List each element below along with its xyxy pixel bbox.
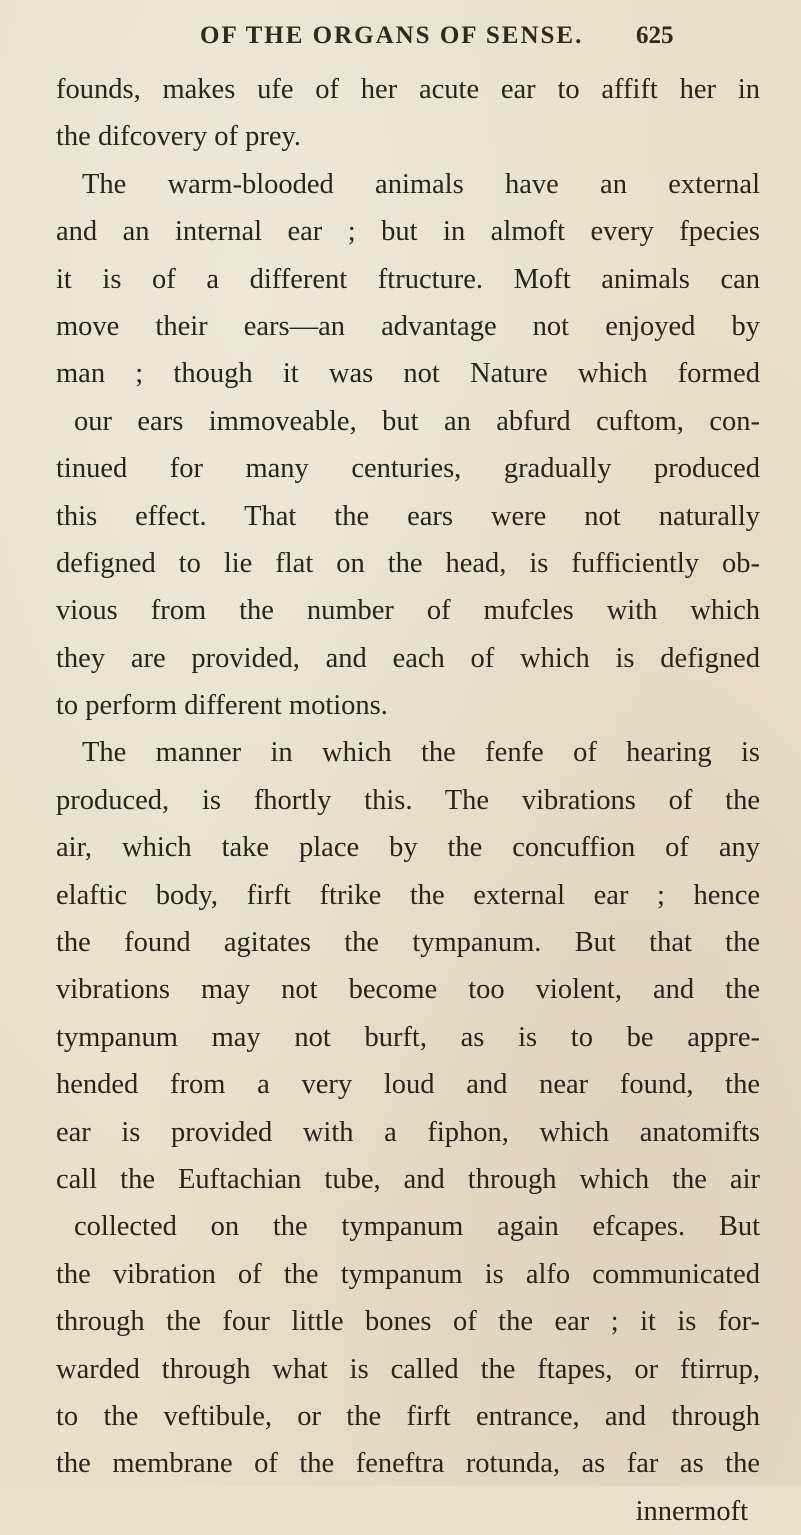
text-line: through the four little bones of the ear ; it is for- [56, 1306, 760, 1338]
page-number: 625 [636, 22, 674, 49]
text-line: to perform different motions. [56, 690, 388, 722]
text-line: they are provided, and each of which is defigned [56, 642, 760, 674]
running-head: OF THE ORGANS OF SENSE. [200, 22, 584, 49]
text-line: move their ears—an advantage not enjoyed by [56, 310, 760, 342]
text-line: innermoft [635, 1495, 748, 1527]
text-line: call the Euftachian tube, and through which the air [56, 1163, 760, 1195]
text-line: the membrane of the feneftra rotunda, as far as the [56, 1448, 760, 1480]
text-line: the found agitates the tympanum. But that the [56, 927, 760, 959]
text-line: this effect. That the ears were not naturally [56, 500, 760, 532]
text-line: defigned to lie flat on the head, is fufficiently ob- [56, 547, 760, 579]
page-header [0, 18, 801, 58]
text-line: it is of a different ftructure. Moft animals can [56, 263, 760, 295]
text-line: and an internal ear ; but in almoft every fpecies [56, 216, 760, 248]
text-line: man ; though it was not Nature which formed [56, 358, 760, 390]
text-line: air, which take place by the concuffion of any [56, 832, 760, 864]
text-line: produced, is fhortly this. The vibrations of the [56, 784, 760, 816]
text-line: The manner in which the fenfe of hearing is [82, 737, 760, 769]
text-line: founds, makes ufe of her acute ear to affift her in [56, 74, 760, 105]
text-line: tympanum may not burft, as is to be appre- [56, 1021, 760, 1053]
text-line: vious from the number of mufcles with which [56, 595, 760, 627]
text-line: collected on the tympanum again efcapes. But [74, 1211, 760, 1243]
text-line: the vibration of the tympanum is alfo communicated [56, 1258, 760, 1290]
text-line: The warm-blooded animals have an external [82, 168, 760, 200]
text-line: the difcovery of prey. [56, 121, 302, 153]
text-line: to the veftibule, or the firft entrance, and through [56, 1400, 760, 1432]
text-line: tinued for many centuries, gradually produced [56, 453, 760, 485]
text-line: vibrations may not become too violent, and the [56, 974, 760, 1006]
text-line: ear is provided with a fiphon, which anatomifts [56, 1116, 760, 1148]
text-line: our ears immoveable, but an abfurd cuftom, con- [74, 405, 760, 437]
text-line: warded through what is called the ftapes, or ftirrup, [56, 1353, 760, 1385]
body-text [56, 66, 760, 1535]
text-line: hended from a very loud and near found, the [56, 1069, 760, 1101]
text-line: elaftic body, firft ftrike the external ear ; hence [56, 879, 760, 911]
